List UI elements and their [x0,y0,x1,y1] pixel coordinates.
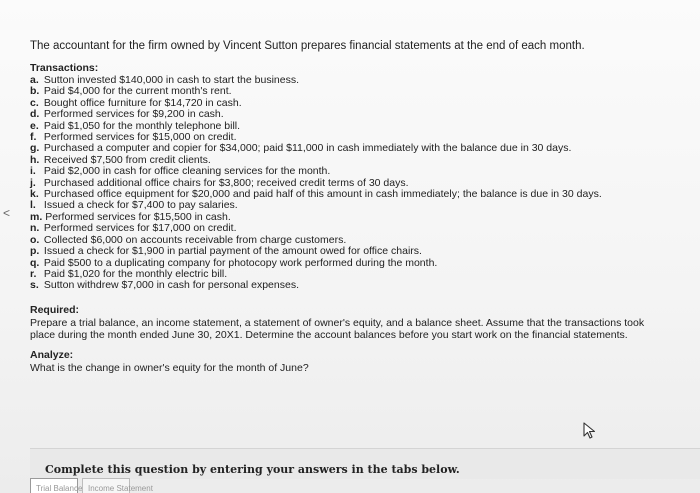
analyze-question: What is the change in owner's equity for the month of June? [30,361,309,374]
transactions-list [30,75,700,292]
transaction-item: c. Bought office furniture for $14,720 in cash. [30,96,242,109]
tab-trial-balance[interactable]: Trial Balance [30,478,78,493]
transaction-item: r. Paid $1,020 for the monthly electric bill. [30,267,228,280]
analyze-heading: Analyze: [30,348,74,361]
problem-document [30,38,700,374]
left-edge-arrow-icon: < [3,206,11,220]
required-text-line: Prepare a trial balance, an income statement, a statement of owner's equity, and a balance sheet. Assume that the transactions took [30,316,645,329]
complete-instructions: Complete this question by entering your answers in the tabs below. [45,463,460,476]
transaction-item: q. Paid $500 to a duplicating company for photocopy work performed during the month. [30,256,438,269]
tab-income-statement[interactable]: Income Statement [82,478,130,493]
analyze-section [30,349,700,374]
transaction-item: a. Sutton invested $140,000 in cash to start the business. [30,74,300,86]
transaction-item: s. Sutton withdrew $7,000 in cash for personal expenses. [30,279,299,292]
transactions-heading: Transactions: [30,62,99,74]
mouse-pointer-icon [582,422,598,440]
transaction-item: b. Paid $4,000 for the current month's rent. [30,85,232,98]
transaction-item: h. Received $7,500 from credit clients. [30,153,211,166]
instructions-panel [30,448,700,479]
transaction-item: k. Purchased office equipment for $20,000 and paid half of this amount in cash immediately; the balance is due in 30 days. [30,188,602,201]
transaction-item: m. Performed services for $15,500 in cash. [30,210,231,223]
transaction-item: n. Performed services for $17,000 on credit. [30,222,237,235]
transaction-item: i. Paid $2,000 in cash for office cleaning services for the month. [30,165,331,178]
transaction-item: f. Performed services for $15,000 on credit. [30,131,237,144]
transaction-item: j. Purchased additional office chairs for $3,800; received credit terms of 30 days. [30,176,409,189]
answer-tabs [30,478,153,493]
transaction-item: l. Issued a check for $7,400 to pay salaries. [30,199,238,212]
transaction-item: o. Collected $6,000 on accounts receivable from charge customers. [30,233,347,246]
transaction-item: p. Issued a check for $1,900 in partial payment of the amount owed for office chairs. [30,245,422,258]
transaction-item: d. Performed services for $9,200 in cash. [30,108,224,121]
transaction-item: g. Purchased a computer and copier for $34,000; paid $11,000 in cash immediately with the balance due in 30 days. [30,142,572,155]
intro-text: The accountant for the firm owned by Vincent Sutton prepares financial statements at the end of each month. [30,40,585,52]
transaction-item: e. Paid $1,050 for the monthly telephone bill. [30,119,241,132]
required-section [30,304,700,341]
required-text-line: place during the month ended June 30, 20X1. Determine the account balances before you start work on the financial statements. [30,328,628,341]
required-heading: Required: [30,303,80,316]
